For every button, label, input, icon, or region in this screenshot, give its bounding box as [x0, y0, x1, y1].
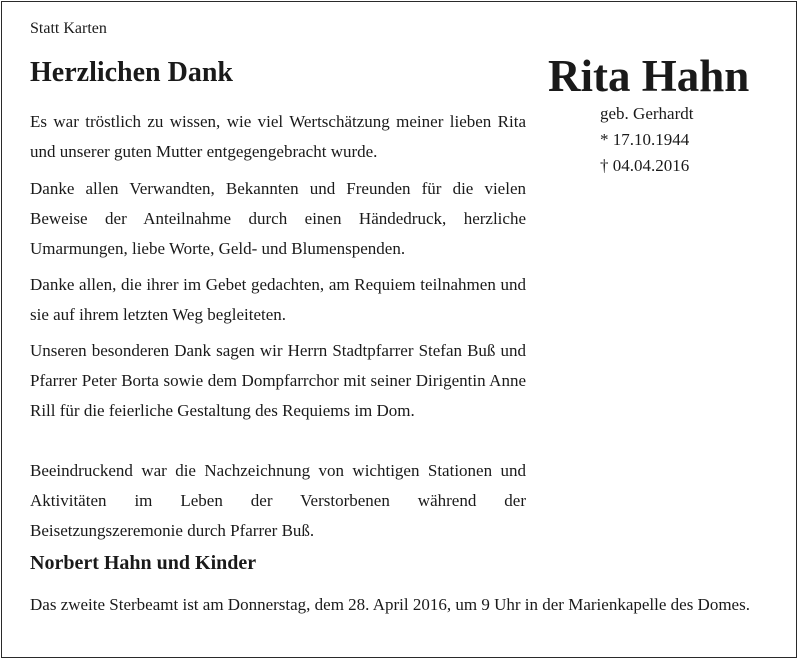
paragraph-2: Danke allen Verwandten, Bekannten und Freunden für die vielen Beweise der Anteilnahme durch einen Händedruck, herzliche Umarmungen, liebe Worte, Geld- und Blumenspenden. [30, 179, 526, 258]
death-date: † 04.04.2016 [600, 156, 690, 175]
paragraph-5: Beeindruckend war die Nachzeichnung von wichtigen Stationen und Aktivitäten im Leben der Verstorbenen während der Beisetzungszeremonie durch Pfarrer Buß. [30, 461, 526, 540]
paragraph-1: Es war tröstlich zu wissen, wie viel Wertschätzung meiner lieben Rita und unserer guten Mutter entgegengebracht wurde. [30, 112, 526, 161]
deceased-name: Rita Hahn [548, 51, 750, 101]
footer-note: Das zweite Sterbeamt ist am Donnerstag, dem 28. April 2016, um 9 Uhr in der Marienkapelle des Domes. [30, 595, 750, 614]
birth-date: * 17.10.1944 [600, 130, 690, 149]
pre-title: Statt Karten [30, 20, 107, 37]
notice-title: Herzlichen Dank [30, 57, 233, 88]
birth-name: geb. Gerhardt [600, 104, 694, 123]
signature: Norbert Hahn und Kinder [30, 552, 257, 574]
paragraph-3: Danke allen, die ihrer im Gebet gedachten, am Requiem teilnahmen und sie auf ihrem letzten Weg begleiteten. [30, 275, 526, 324]
paragraph-4: Unseren besonderen Dank sagen wir Herrn Stadtpfarrer Stefan Buß und Pfarrer Peter Borta sowie dem Dompfarrchor mit seiner Dirigentin Anne Rill für die feierliche Gestaltung des Requiems im Dom. [30, 341, 526, 420]
